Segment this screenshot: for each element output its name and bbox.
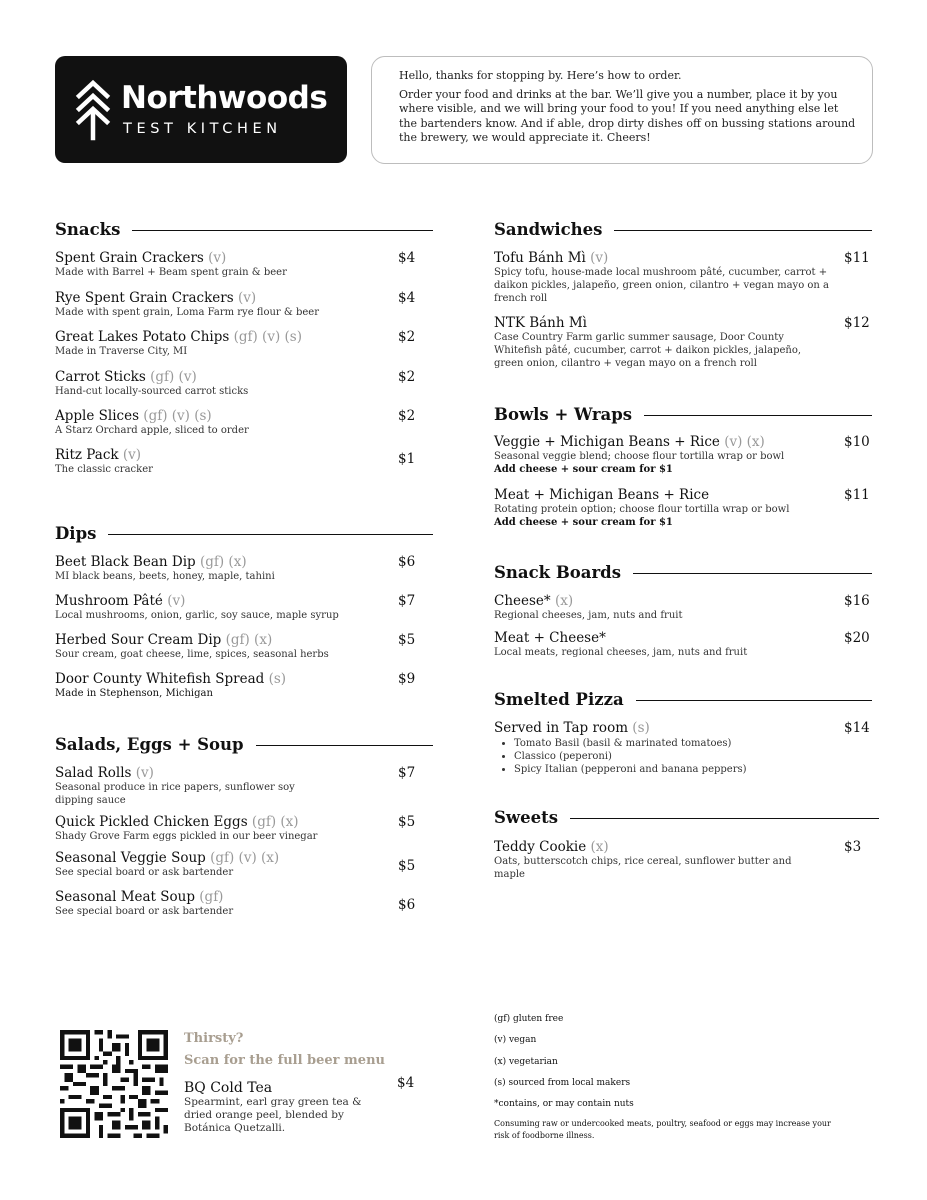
legend-x: (x) vegetarian (494, 1056, 558, 1067)
item-name: Served in Tap room (494, 720, 628, 736)
item-price: $5 (398, 814, 416, 830)
item-desc: MI black beans, beets, honey, maple, tahini (55, 571, 275, 582)
menu-item (494, 487, 872, 529)
item-price: $7 (398, 765, 416, 781)
item-price: $9 (398, 671, 416, 687)
menu-item (494, 250, 872, 305)
menu-item (55, 593, 433, 622)
item-name: Seasonal Veggie Soup (55, 850, 206, 866)
item-price: $20 (844, 630, 870, 646)
menu-item (55, 814, 433, 843)
menu-item (55, 369, 433, 398)
item-desc: Made in Stephenson, Michigan (55, 688, 213, 699)
sweets-section (494, 805, 879, 890)
list-item: • Spicy Italian (pepperoni and banana peppers) (514, 763, 872, 776)
item-desc: See special board or ask bartender (55, 867, 234, 878)
menu-item (55, 850, 433, 879)
item-price: $4 (398, 290, 416, 306)
intro-greeting: Hello, thanks for stopping by. Here’s how to order. (399, 69, 682, 82)
menu-item (494, 839, 879, 881)
item-tags: (v) (167, 593, 186, 609)
section-title: Dips (55, 523, 97, 543)
pine-tree-icon (75, 78, 111, 142)
section-header (494, 560, 872, 584)
item-desc: Shady Grove Farm eggs pickled in our beer vinegar (55, 831, 318, 842)
item-name: Veggie + Michigan Beans + Rice (494, 434, 720, 450)
item-tags: (v) (590, 250, 609, 266)
item-desc: Sour cream, goat cheese, lime, spices, seasonal herbs (55, 649, 329, 660)
item-tags: (v) (122, 447, 142, 463)
item-desc: Local meats, regional cheeses, jam, nuts and fruit (494, 647, 748, 658)
section-header (494, 217, 872, 241)
item-desc: Seasonal produce in rice papers, sunflower soy dipping sauce (55, 782, 295, 806)
item-desc: The classic cracker (55, 464, 153, 475)
item-desc: Made with Barrel + Beam spent grain & beer (55, 267, 287, 278)
section-header (55, 732, 433, 756)
item-price: $5 (398, 858, 416, 874)
beer-menu-callout (184, 1028, 385, 1072)
item-tags: (v) (237, 290, 257, 306)
sandwiches-section (494, 217, 872, 382)
item-name: Apple Slices (55, 408, 139, 424)
item-tags: (gf) (199, 889, 224, 905)
section-title: Bowls + Wraps (494, 404, 633, 424)
menu-item (55, 632, 433, 661)
item-desc: Oats, butterscotch chips, rice cereal, sunflower butter and maple (494, 856, 792, 880)
item-desc: See special board or ask bartender (55, 906, 234, 917)
item-name: Meat + Cheese* (494, 630, 606, 646)
section-header (494, 402, 872, 426)
item-desc: Case Country Farm garlic summer sausage, Door County Whitefish pâté, cucumber, carrot + daikon pickles, jalapeño, green onion, cilantro + vegan mayo on a french roll (494, 332, 802, 369)
item-price: $12 (844, 315, 870, 331)
item-price: $2 (398, 408, 416, 424)
logo (55, 56, 347, 163)
item-desc: Made in Traverse City, MI (55, 346, 188, 357)
item-tags: (gf) (v) (x) (210, 850, 280, 866)
section-header (55, 521, 433, 545)
item-tags: (x) (554, 593, 574, 609)
item-price: $3 (844, 839, 862, 855)
item-price: $11 (844, 250, 870, 266)
menu-item (55, 250, 433, 279)
item-price: $2 (398, 369, 416, 385)
item-price: $2 (398, 329, 416, 345)
item-name: Cheese* (494, 593, 551, 609)
menu-item (55, 447, 433, 476)
item-tags: (v) (208, 250, 227, 266)
legend-s: (s) sourced from local makers (494, 1077, 631, 1088)
item-name: Tofu Bánh Mì (494, 250, 586, 266)
section-header (55, 217, 433, 241)
menu-item (184, 1075, 424, 1135)
item-name: BQ Cold Tea (184, 1080, 273, 1096)
brand-name: Northwoods (121, 80, 328, 116)
item-price: $6 (398, 554, 416, 570)
item-desc: Spearmint, earl gray green tea & dried orange peel, blended by Botánica Quetzalli. (184, 1096, 362, 1134)
section-title: Sweets (494, 807, 559, 827)
legend-gf: (gf) gluten free (494, 1014, 564, 1024)
section-header (494, 805, 879, 829)
item-note: Add cheese + sour cream for $1 (494, 464, 673, 475)
menu-item (55, 290, 433, 319)
item-note: Add cheese + sour cream for $1 (494, 517, 673, 528)
item-price: $16 (844, 593, 870, 609)
thirsty-heading: Thirsty? (184, 1031, 244, 1046)
item-tags: (gf) (v) (s) (233, 329, 302, 345)
item-price: $4 (398, 250, 416, 266)
menu-item (494, 720, 872, 776)
bowls-section (494, 402, 872, 542)
menu-item (494, 593, 872, 622)
food-safety-warning: Consuming raw or undercooked meats, poultry, seafood or eggs may increase your risk of foodborne illness. (494, 1119, 831, 1140)
menu-item (55, 554, 433, 583)
item-name: Beet Black Bean Dip (55, 554, 196, 570)
item-name: Spent Grain Crackers (55, 250, 204, 266)
menu-item (494, 315, 872, 370)
ordering-instructions (371, 56, 873, 164)
menu-item (494, 434, 872, 476)
qr-code-icon[interactable] (60, 1030, 168, 1138)
menu-item (494, 630, 872, 659)
scan-prompt: Scan for the full beer menu (184, 1053, 385, 1068)
item-tags: (gf) (x) (199, 554, 247, 570)
item-tags: (x) (590, 839, 609, 855)
item-price: $7 (398, 593, 416, 609)
dips-section (55, 521, 433, 711)
item-name: Great Lakes Potato Chips (55, 329, 230, 345)
section-header (494, 687, 872, 711)
pizza-options (494, 737, 872, 776)
menu-item (55, 889, 433, 918)
legend-nuts: *contains, or may contain nuts (494, 1099, 634, 1110)
item-tags: (gf) (v) (s) (143, 408, 212, 424)
item-price: $1 (398, 451, 416, 467)
item-desc: Local mushrooms, onion, garlic, soy sauce, maple syrup (55, 610, 339, 621)
item-desc: Hand-cut locally-sourced carrot sticks (55, 386, 249, 397)
item-tags: (s) (268, 671, 287, 687)
item-price: $14 (844, 720, 870, 736)
menu-item (55, 329, 433, 358)
item-name: NTK Bánh Mì (494, 315, 587, 331)
item-price: $6 (398, 897, 416, 913)
item-price: $10 (844, 434, 870, 450)
item-tags: (v) (135, 765, 154, 781)
item-desc: Regional cheeses, jam, nuts and fruit (494, 610, 683, 621)
item-price: $5 (398, 632, 416, 648)
item-tags: (v) (x) (724, 434, 765, 450)
list-item: • Tomato Basil (basil & marinated tomatoes) (514, 737, 872, 750)
item-price: $11 (844, 487, 870, 503)
section-title: Snack Boards (494, 562, 621, 582)
item-name: Meat + Michigan Beans + Rice (494, 487, 710, 503)
menu-item (55, 408, 433, 437)
intro-body: Order your food and drinks at the bar. We’ll give you a number, place it by you where visible, and we will bring your food to you! If you need anything else let the bartenders know. And if able, drop dirty dishes off on bussing stations around the brewery, we would appreciate it. Cheers! (399, 87, 856, 144)
item-name: Door County Whitefish Spread (55, 671, 265, 687)
item-tags: (gf) (x) (251, 814, 299, 830)
item-name: Rye Spent Grain Crackers (55, 290, 234, 306)
section-title: Smelted Pizza (494, 689, 624, 709)
section-title: Sandwiches (494, 219, 603, 239)
item-desc: Seasonal veggie blend; choose flour tortilla wrap or bowl (494, 451, 785, 462)
item-name: Salad Rolls (55, 765, 132, 781)
item-name: Seasonal Meat Soup (55, 889, 195, 905)
item-name: Carrot Sticks (55, 369, 146, 385)
item-price: $4 (397, 1075, 415, 1091)
legend-v: (v) vegan (494, 1035, 537, 1046)
snack-boards-section (494, 560, 872, 670)
menu-item (55, 765, 433, 807)
item-desc: Rotating protein option; choose flour tortilla wrap or bowl (494, 504, 790, 515)
snacks-section (55, 217, 433, 487)
item-tags: (s) (632, 720, 650, 736)
item-name: Quick Pickled Chicken Eggs (55, 814, 248, 830)
section-title: Salads, Eggs + Soup (55, 734, 244, 754)
dietary-legend (494, 1012, 839, 1141)
item-tags: (gf) (x) (225, 632, 273, 648)
item-name: Mushroom Pâté (55, 593, 163, 609)
item-name: Herbed Sour Cream Dip (55, 632, 222, 648)
item-desc: A Starz Orchard apple, sliced to order (55, 425, 249, 436)
list-item: • Classico (peperoni) (514, 750, 872, 763)
item-name: Ritz Pack (55, 447, 119, 463)
item-tags: (gf) (v) (150, 369, 197, 385)
brand-subtitle: TEST KITCHEN (123, 121, 282, 137)
item-desc: Made with spent grain, Loma Farm rye flour & beer (55, 307, 319, 318)
section-title: Snacks (55, 219, 121, 239)
item-name: Teddy Cookie (494, 839, 587, 855)
menu-item (55, 671, 433, 700)
pizza-section (494, 687, 872, 787)
salads-section (55, 732, 433, 932)
item-desc: Spicy tofu, house-made local mushroom pâté, cucumber, carrot + daikon pickles, jalapeño, green onion, cilantro + vegan mayo on a french roll (494, 267, 829, 304)
